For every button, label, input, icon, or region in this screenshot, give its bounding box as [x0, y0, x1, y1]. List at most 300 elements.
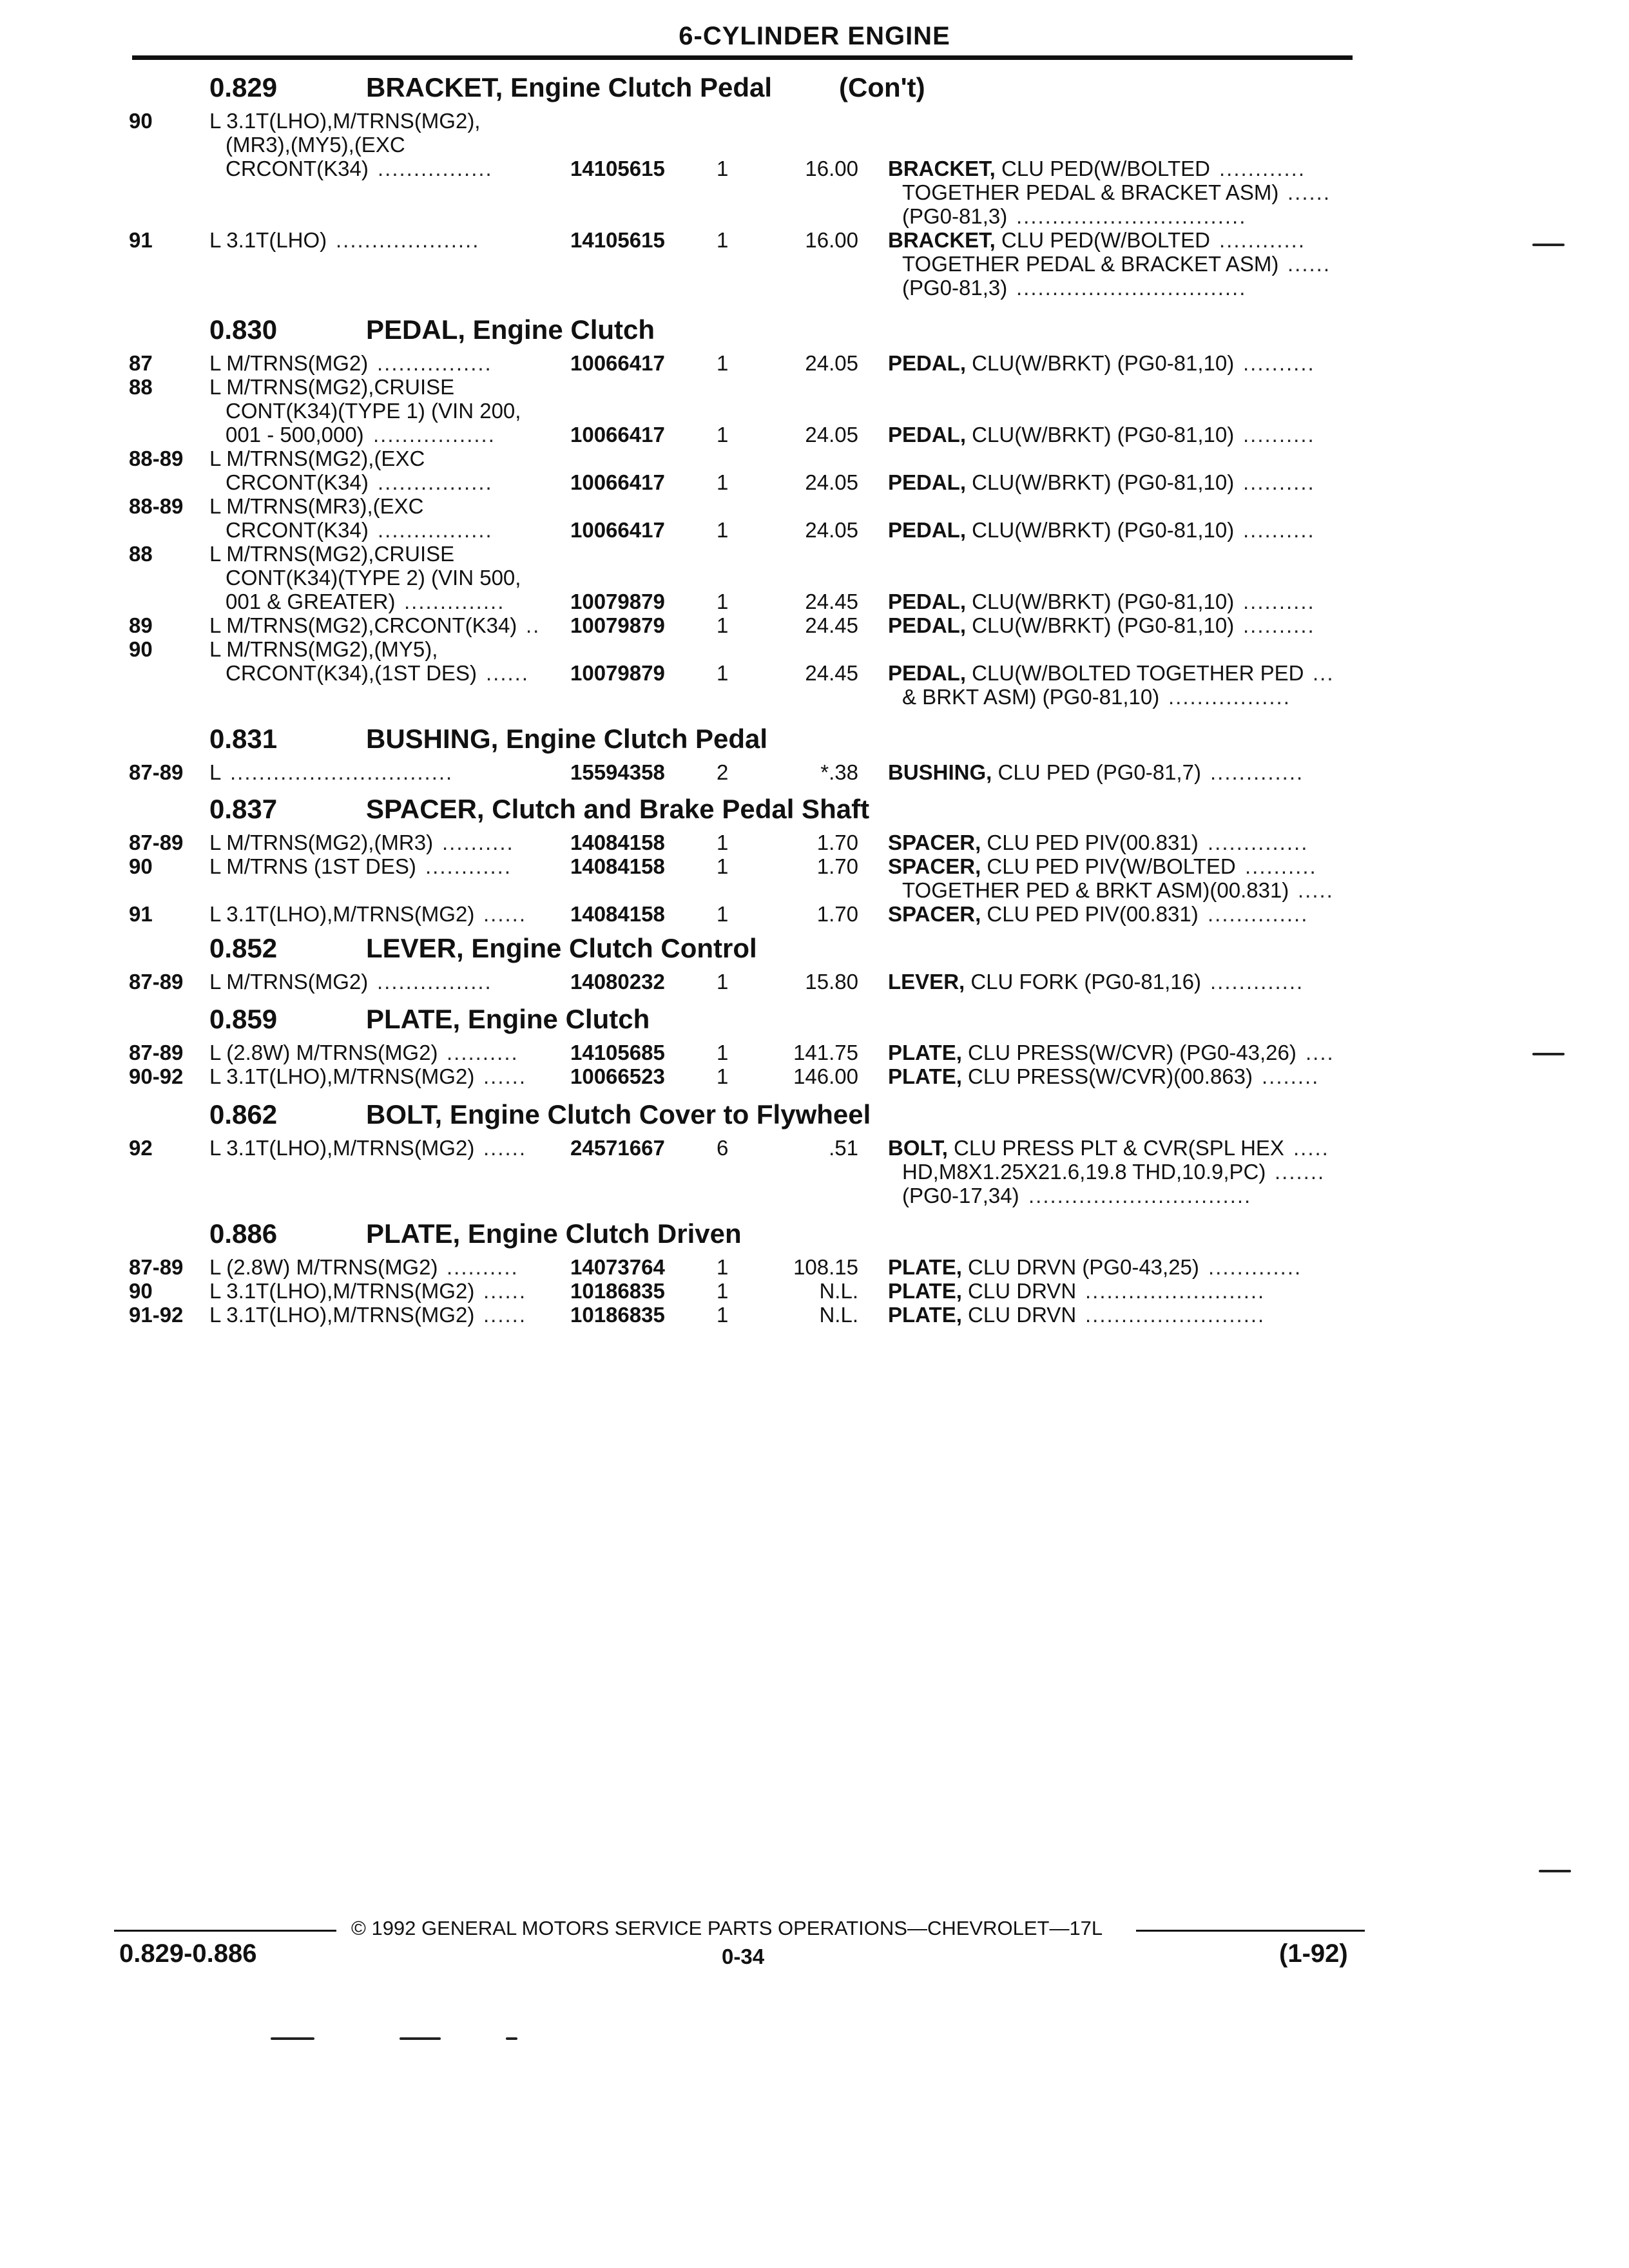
description-head: PLATE, [888, 1279, 962, 1303]
section-title: BOLT, Engine Clutch Cover to Flywheel [366, 1099, 871, 1129]
table-row [0, 613, 1629, 637]
description-text: CLU PED PIV(W/BOLTED [981, 854, 1236, 878]
price: 24.05 [805, 423, 858, 447]
description [888, 157, 1210, 180]
description [888, 1064, 1253, 1088]
application: L 3.1T(LHO),M/TRNS(MG2) [209, 1303, 475, 1327]
description-head: PEDAL, [888, 590, 967, 613]
description [888, 760, 1201, 784]
table-row [0, 494, 1629, 518]
description-head: PLATE, [888, 1255, 962, 1279]
description [888, 228, 1210, 252]
description-head: LEVER, [888, 970, 965, 994]
part-number: 10186835 [570, 1303, 665, 1327]
dot-leader: .............. [1208, 831, 1309, 854]
quantity: 1 [717, 1064, 729, 1088]
quantity: 1 [717, 1303, 729, 1327]
description-text: CLU(W/BOLTED TOGETHER PED [966, 661, 1304, 685]
description-text: CLU(W/BRKT) (PG0-81,10) [966, 470, 1235, 494]
footer-rule-left [114, 1930, 336, 1932]
description-text: CLU PED PIV(00.831) [981, 902, 1199, 926]
section-number: 0.829 [209, 72, 278, 102]
application: L M/TRNS(MG2) [209, 970, 369, 994]
model-year: 89 [129, 613, 153, 637]
part-number: 10066417 [570, 351, 665, 375]
dot-leader: .......... [1243, 590, 1315, 613]
description [888, 1303, 1076, 1327]
price: 24.45 [805, 590, 858, 613]
price: 15.80 [805, 970, 858, 994]
description [902, 1160, 1266, 1184]
dot-leader: .......... [1243, 518, 1315, 542]
dot-leader: ..... [1293, 1136, 1329, 1160]
application: L 3.1T(LHO),M/TRNS(MG2) [209, 1064, 475, 1088]
application: CRCONT(K34),(1ST DES) [226, 661, 477, 685]
table-row [0, 902, 1629, 926]
quantity: 1 [717, 661, 729, 685]
part-number: 10079879 [570, 613, 665, 637]
application: CRCONT(K34) [226, 518, 369, 542]
part-number: 14084158 [570, 831, 665, 854]
description-head: PLATE, [888, 1041, 962, 1064]
price: 1.70 [816, 854, 858, 878]
table-row [0, 1041, 1629, 1064]
dot-leader: .......... [442, 831, 514, 854]
description [902, 252, 1278, 276]
description [902, 1184, 1019, 1207]
table-row [0, 1255, 1629, 1279]
price: 24.05 [805, 351, 858, 375]
section-title: PEDAL, Engine Clutch [366, 314, 655, 345]
dot-leader: .......... [447, 1041, 519, 1064]
application: L M/TRNS(MG2),CRUISE [209, 375, 455, 399]
part-number: 14084158 [570, 854, 665, 878]
description-text: CLU PED(W/BOLTED [995, 157, 1210, 180]
quantity: 1 [717, 613, 729, 637]
description-head: PEDAL, [888, 351, 967, 375]
description-text: CLU PED(W/BOLTED [995, 228, 1210, 252]
price: N.L. [819, 1279, 858, 1303]
application: L M/TRNS(MG2) [209, 351, 369, 375]
part-number: 15594358 [570, 760, 665, 784]
application: L 3.1T(LHO),M/TRNS(MG2) [209, 902, 475, 926]
application: L 3.1T(LHO),M/TRNS(MG2) [209, 1279, 475, 1303]
table-row [0, 375, 1629, 399]
application: L M/TRNS(MG2),(EXC [209, 447, 425, 470]
price: 1.70 [816, 902, 858, 926]
part-number: 10066417 [570, 470, 665, 494]
scan-mark [506, 2037, 517, 2040]
table-row [0, 542, 1629, 566]
dot-leader: ...... [486, 661, 530, 685]
description-head: BRACKET, [888, 157, 996, 180]
dot-leader: ............ [1219, 228, 1306, 252]
dot-leader: ......................... [1085, 1279, 1266, 1303]
part-number: 14084158 [570, 902, 665, 926]
dot-leader: .......... [1243, 470, 1315, 494]
dot-leader: ...... [483, 1064, 527, 1088]
application: L (2.8W) M/TRNS(MG2) [209, 1255, 438, 1279]
scan-mark [400, 2037, 441, 2040]
table-row [0, 204, 1629, 228]
part-number: 10079879 [570, 661, 665, 685]
dot-leader: .............. [404, 590, 505, 613]
model-year: 88-89 [129, 447, 184, 470]
dot-leader: ................ [378, 157, 493, 180]
model-year: 90 [129, 854, 153, 878]
quantity: 6 [717, 1136, 729, 1160]
dot-leader: ............. [1210, 970, 1304, 994]
quantity: 1 [717, 470, 729, 494]
model-year: 90 [129, 109, 153, 133]
description-head: SPACER, [888, 831, 981, 854]
description-text: (PG0-81,3) [902, 276, 1008, 300]
model-year: 91 [129, 902, 153, 926]
price: 24.45 [805, 661, 858, 685]
table-row [0, 447, 1629, 470]
scan-mark [271, 2037, 314, 2040]
description [888, 470, 1234, 494]
description-text: CLU PRESS PLT & CVR(SPL HEX [947, 1136, 1284, 1160]
description-head: SPACER, [888, 854, 981, 878]
description-head: PEDAL, [888, 613, 967, 637]
application: L [209, 760, 222, 784]
model-year: 87-89 [129, 970, 184, 994]
application: L 3.1T(LHO),M/TRNS(MG2) [209, 1136, 475, 1160]
dot-leader: ................................ [1016, 276, 1247, 300]
table-row [0, 1160, 1629, 1184]
description [902, 276, 1007, 300]
dot-leader: ............. [1210, 760, 1304, 784]
model-year: 87-89 [129, 760, 184, 784]
dot-leader: ................ [377, 351, 492, 375]
part-number: 14105615 [570, 228, 665, 252]
application: CONT(K34)(TYPE 2) (VIN 500, [226, 566, 521, 590]
description-text: CLU(W/BRKT) (PG0-81,10) [966, 423, 1235, 447]
description-text: CLU(W/BRKT) (PG0-81,10) [966, 518, 1235, 542]
table-row [0, 1279, 1629, 1303]
application: (MR3),(MY5),(EXC [226, 133, 405, 157]
application: L M/TRNS(MG2),CRUISE [209, 542, 455, 566]
part-number: 14105615 [570, 157, 665, 180]
description-text: TOGETHER PEDAL & BRACKET ASM) [902, 180, 1279, 204]
quantity: 1 [717, 1279, 729, 1303]
quantity: 1 [717, 831, 729, 854]
model-year: 92 [129, 1136, 153, 1160]
dot-leader: ................ [377, 970, 492, 994]
dot-leader: .. [526, 613, 541, 637]
dot-leader: ................. [373, 423, 496, 447]
table-row [0, 1303, 1629, 1327]
quantity: 1 [717, 590, 729, 613]
dot-leader: ............ [425, 854, 512, 878]
section-title: PLATE, Engine Clutch [366, 1004, 650, 1034]
table-row [0, 157, 1629, 180]
dot-leader: ...... [1287, 252, 1331, 276]
footer-revision-date: (1-92) [1279, 1939, 1348, 1968]
dot-leader: .............. [1208, 902, 1309, 926]
price: 108.15 [793, 1255, 858, 1279]
description [888, 970, 1201, 994]
dot-leader: .......... [1243, 613, 1315, 637]
description-text: CLU DRVN (PG0-43,25) [961, 1255, 1199, 1279]
part-number: 10066523 [570, 1064, 665, 1088]
model-year: 88 [129, 375, 153, 399]
section-number: 0.862 [209, 1099, 278, 1129]
table-row [0, 590, 1629, 613]
price: .51 [829, 1136, 858, 1160]
table-row [0, 180, 1629, 204]
quantity: 1 [717, 854, 729, 878]
dot-leader: ............................... [1028, 1184, 1252, 1207]
model-year: 88 [129, 542, 153, 566]
table-row [0, 276, 1629, 300]
price: *.38 [820, 760, 858, 784]
application: L 3.1T(LHO) [209, 228, 327, 252]
description-head: PEDAL, [888, 518, 967, 542]
description [888, 854, 1236, 878]
table-row [0, 685, 1629, 709]
dot-leader: ................ [378, 518, 493, 542]
description [888, 661, 1304, 685]
dot-leader: ......................... [1085, 1303, 1266, 1327]
description [888, 1136, 1284, 1160]
description-head: PLATE, [888, 1064, 962, 1088]
dot-leader: .... [1306, 1041, 1335, 1064]
dot-leader: .................... [336, 228, 480, 252]
description [902, 180, 1278, 204]
dot-leader: .......... [1243, 351, 1315, 375]
description [888, 1041, 1296, 1064]
description-text: CLU PRESS(W/CVR) (PG0-43,26) [961, 1041, 1296, 1064]
quantity: 1 [717, 423, 729, 447]
part-number: 10079879 [570, 590, 665, 613]
dot-leader: ............................... [230, 760, 454, 784]
description-head: PEDAL, [888, 423, 967, 447]
dot-leader: ...... [483, 1279, 527, 1303]
table-row [0, 133, 1629, 157]
table-row [0, 760, 1629, 784]
description-head: PEDAL, [888, 661, 967, 685]
application: 001 & GREATER) [226, 590, 396, 613]
description-text: (PG0-17,34) [902, 1184, 1019, 1207]
description-text: CLU(W/BRKT) (PG0-81,10) [966, 351, 1235, 375]
dot-leader: ...... [483, 1303, 527, 1327]
quantity: 1 [717, 157, 729, 180]
section-number: 0.859 [209, 1004, 278, 1034]
description-text: CLU PED (PG0-81,7) [992, 760, 1201, 784]
section-title: BUSHING, Engine Clutch Pedal [366, 724, 768, 754]
dot-leader: .......... [447, 1255, 519, 1279]
description-head: BRACKET, [888, 228, 996, 252]
section-number: 0.831 [209, 724, 278, 754]
footer-copyright: © 1992 GENERAL MOTORS SERVICE PARTS OPERATIONS—CHEVROLET—17L [351, 1917, 1103, 1939]
description-head: SPACER, [888, 902, 981, 926]
quantity: 1 [717, 1255, 729, 1279]
part-number: 14080232 [570, 970, 665, 994]
quantity: 1 [717, 1041, 729, 1064]
section-title: BRACKET, Engine Clutch Pedal [366, 72, 773, 102]
dot-leader: ............. [1208, 1255, 1302, 1279]
description [902, 685, 1159, 709]
description [888, 831, 1199, 854]
model-year: 90-92 [129, 1064, 184, 1088]
page-header-title: 6-CYLINDER ENGINE [679, 22, 950, 50]
model-year: 90 [129, 637, 153, 661]
application: L M/TRNS(MG2),(MR3) [209, 831, 434, 854]
dot-leader: ...... [483, 902, 527, 926]
application: L (2.8W) M/TRNS(MG2) [209, 1041, 438, 1064]
description-text: CLU FORK (PG0-81,16) [965, 970, 1201, 994]
description-text: TOGETHER PEDAL & BRACKET ASM) [902, 252, 1279, 276]
table-row [0, 878, 1629, 902]
description [902, 878, 1289, 902]
model-year: 87-89 [129, 831, 184, 854]
margin-mark [1539, 1870, 1571, 1872]
price: N.L. [819, 1303, 858, 1327]
price: 24.05 [805, 470, 858, 494]
table-row [0, 252, 1629, 276]
description [888, 1279, 1076, 1303]
model-year: 87-89 [129, 1255, 184, 1279]
description [888, 351, 1234, 375]
table-row [0, 637, 1629, 661]
model-year: 91-92 [129, 1303, 184, 1327]
table-row [0, 518, 1629, 542]
description-head: PLATE, [888, 1303, 962, 1327]
dot-leader: ..... [1298, 878, 1334, 902]
margin-mark [1532, 244, 1565, 246]
price: 16.00 [805, 228, 858, 252]
table-row [0, 566, 1629, 590]
dot-leader: ...... [1287, 180, 1331, 204]
model-year: 91 [129, 228, 153, 252]
model-year: 87-89 [129, 1041, 184, 1064]
application: CRCONT(K34) [226, 157, 369, 180]
section-title: PLATE, Engine Clutch Driven [366, 1218, 742, 1249]
application: 001 - 500,000) [226, 423, 364, 447]
footer-rule-right [1136, 1930, 1365, 1932]
table-row [0, 1136, 1629, 1160]
quantity: 1 [717, 228, 729, 252]
part-number: 10186835 [570, 1279, 665, 1303]
part-number: 10066417 [570, 518, 665, 542]
table-row [0, 351, 1629, 375]
dot-leader: ........ [1262, 1064, 1320, 1088]
margin-mark [1532, 1053, 1565, 1055]
description-text: & BRKT ASM) (PG0-81,10) [902, 685, 1160, 709]
table-row [0, 854, 1629, 878]
price: 24.05 [805, 518, 858, 542]
application: L 3.1T(LHO),M/TRNS(MG2), [209, 109, 481, 133]
price: 16.00 [805, 157, 858, 180]
description-text: HD,M8X1.25X21.6,19.8 THD,10.9,PC) [902, 1160, 1266, 1184]
description-text: CLU DRVN [961, 1303, 1077, 1327]
table-row [0, 1184, 1629, 1207]
quantity: 1 [717, 902, 729, 926]
dot-leader: ... [1313, 661, 1335, 685]
price: 1.70 [816, 831, 858, 854]
table-row [0, 661, 1629, 685]
price: 24.45 [805, 613, 858, 637]
dot-leader: ...... [483, 1136, 527, 1160]
description-text: CLU PRESS(W/CVR)(00.863) [961, 1064, 1253, 1088]
description-text: CLU PED PIV(00.831) [981, 831, 1199, 854]
dot-leader: .......... [1243, 423, 1315, 447]
description [888, 518, 1234, 542]
table-row [0, 970, 1629, 994]
application: L M/TRNS (1ST DES) [209, 854, 416, 878]
quantity: 1 [717, 351, 729, 375]
section-title: SPACER, Clutch and Brake Pedal Shaft [366, 794, 870, 824]
table-row [0, 399, 1629, 423]
footer-page-number: 0-34 [722, 1945, 765, 1968]
description-text: CLU(W/BRKT) (PG0-81,10) [966, 590, 1235, 613]
application: L M/TRNS(MR3),(EXC [209, 494, 424, 518]
dot-leader: ................................ [1016, 204, 1247, 228]
table-row [0, 228, 1629, 252]
application: CRCONT(K34) [226, 470, 369, 494]
application: L M/TRNS(MG2),(MY5), [209, 637, 438, 661]
part-number: 14105685 [570, 1041, 665, 1064]
footer-section-range: 0.829-0.886 [119, 1939, 257, 1968]
description [888, 613, 1234, 637]
section-number: 0.837 [209, 794, 278, 824]
section-number: 0.852 [209, 933, 278, 963]
table-row [0, 470, 1629, 494]
model-year: 90 [129, 1279, 153, 1303]
description-head: BOLT, [888, 1136, 948, 1160]
price: 146.00 [793, 1064, 858, 1088]
model-year: 87 [129, 351, 153, 375]
description [888, 590, 1234, 613]
description-text: TOGETHER PED & BRKT ASM)(00.831) [902, 878, 1289, 902]
quantity: 1 [717, 518, 729, 542]
description-head: BUSHING, [888, 760, 992, 784]
description-head: PEDAL, [888, 470, 967, 494]
description [888, 902, 1199, 926]
dot-leader: ................ [378, 470, 493, 494]
description [888, 423, 1234, 447]
dot-leader: ................. [1168, 685, 1291, 709]
description-text: (PG0-81,3) [902, 204, 1008, 228]
price: 141.75 [793, 1041, 858, 1064]
table-row [0, 109, 1629, 133]
section-number: 0.830 [209, 314, 278, 345]
description-text: CLU(W/BRKT) (PG0-81,10) [966, 613, 1235, 637]
dot-leader: ............ [1219, 157, 1306, 180]
dot-leader: .......... [1245, 854, 1317, 878]
part-number: 10066417 [570, 423, 665, 447]
table-row [0, 1064, 1629, 1088]
section-number: 0.886 [209, 1218, 278, 1249]
quantity: 1 [717, 970, 729, 994]
description [902, 204, 1007, 228]
table-row [0, 831, 1629, 854]
description [888, 1255, 1199, 1279]
section-title: LEVER, Engine Clutch Control [366, 933, 757, 963]
part-number: 14073764 [570, 1255, 665, 1279]
section-continued: (Con't) [839, 72, 925, 102]
model-year: 88-89 [129, 494, 184, 518]
application: CONT(K34)(TYPE 1) (VIN 200, [226, 399, 521, 423]
application: L M/TRNS(MG2),CRCONT(K34) [209, 613, 517, 637]
quantity: 2 [717, 760, 729, 784]
description-text: CLU DRVN [961, 1279, 1077, 1303]
table-row [0, 423, 1629, 447]
dot-leader: ....... [1275, 1160, 1325, 1184]
part-number: 24571667 [570, 1136, 665, 1160]
